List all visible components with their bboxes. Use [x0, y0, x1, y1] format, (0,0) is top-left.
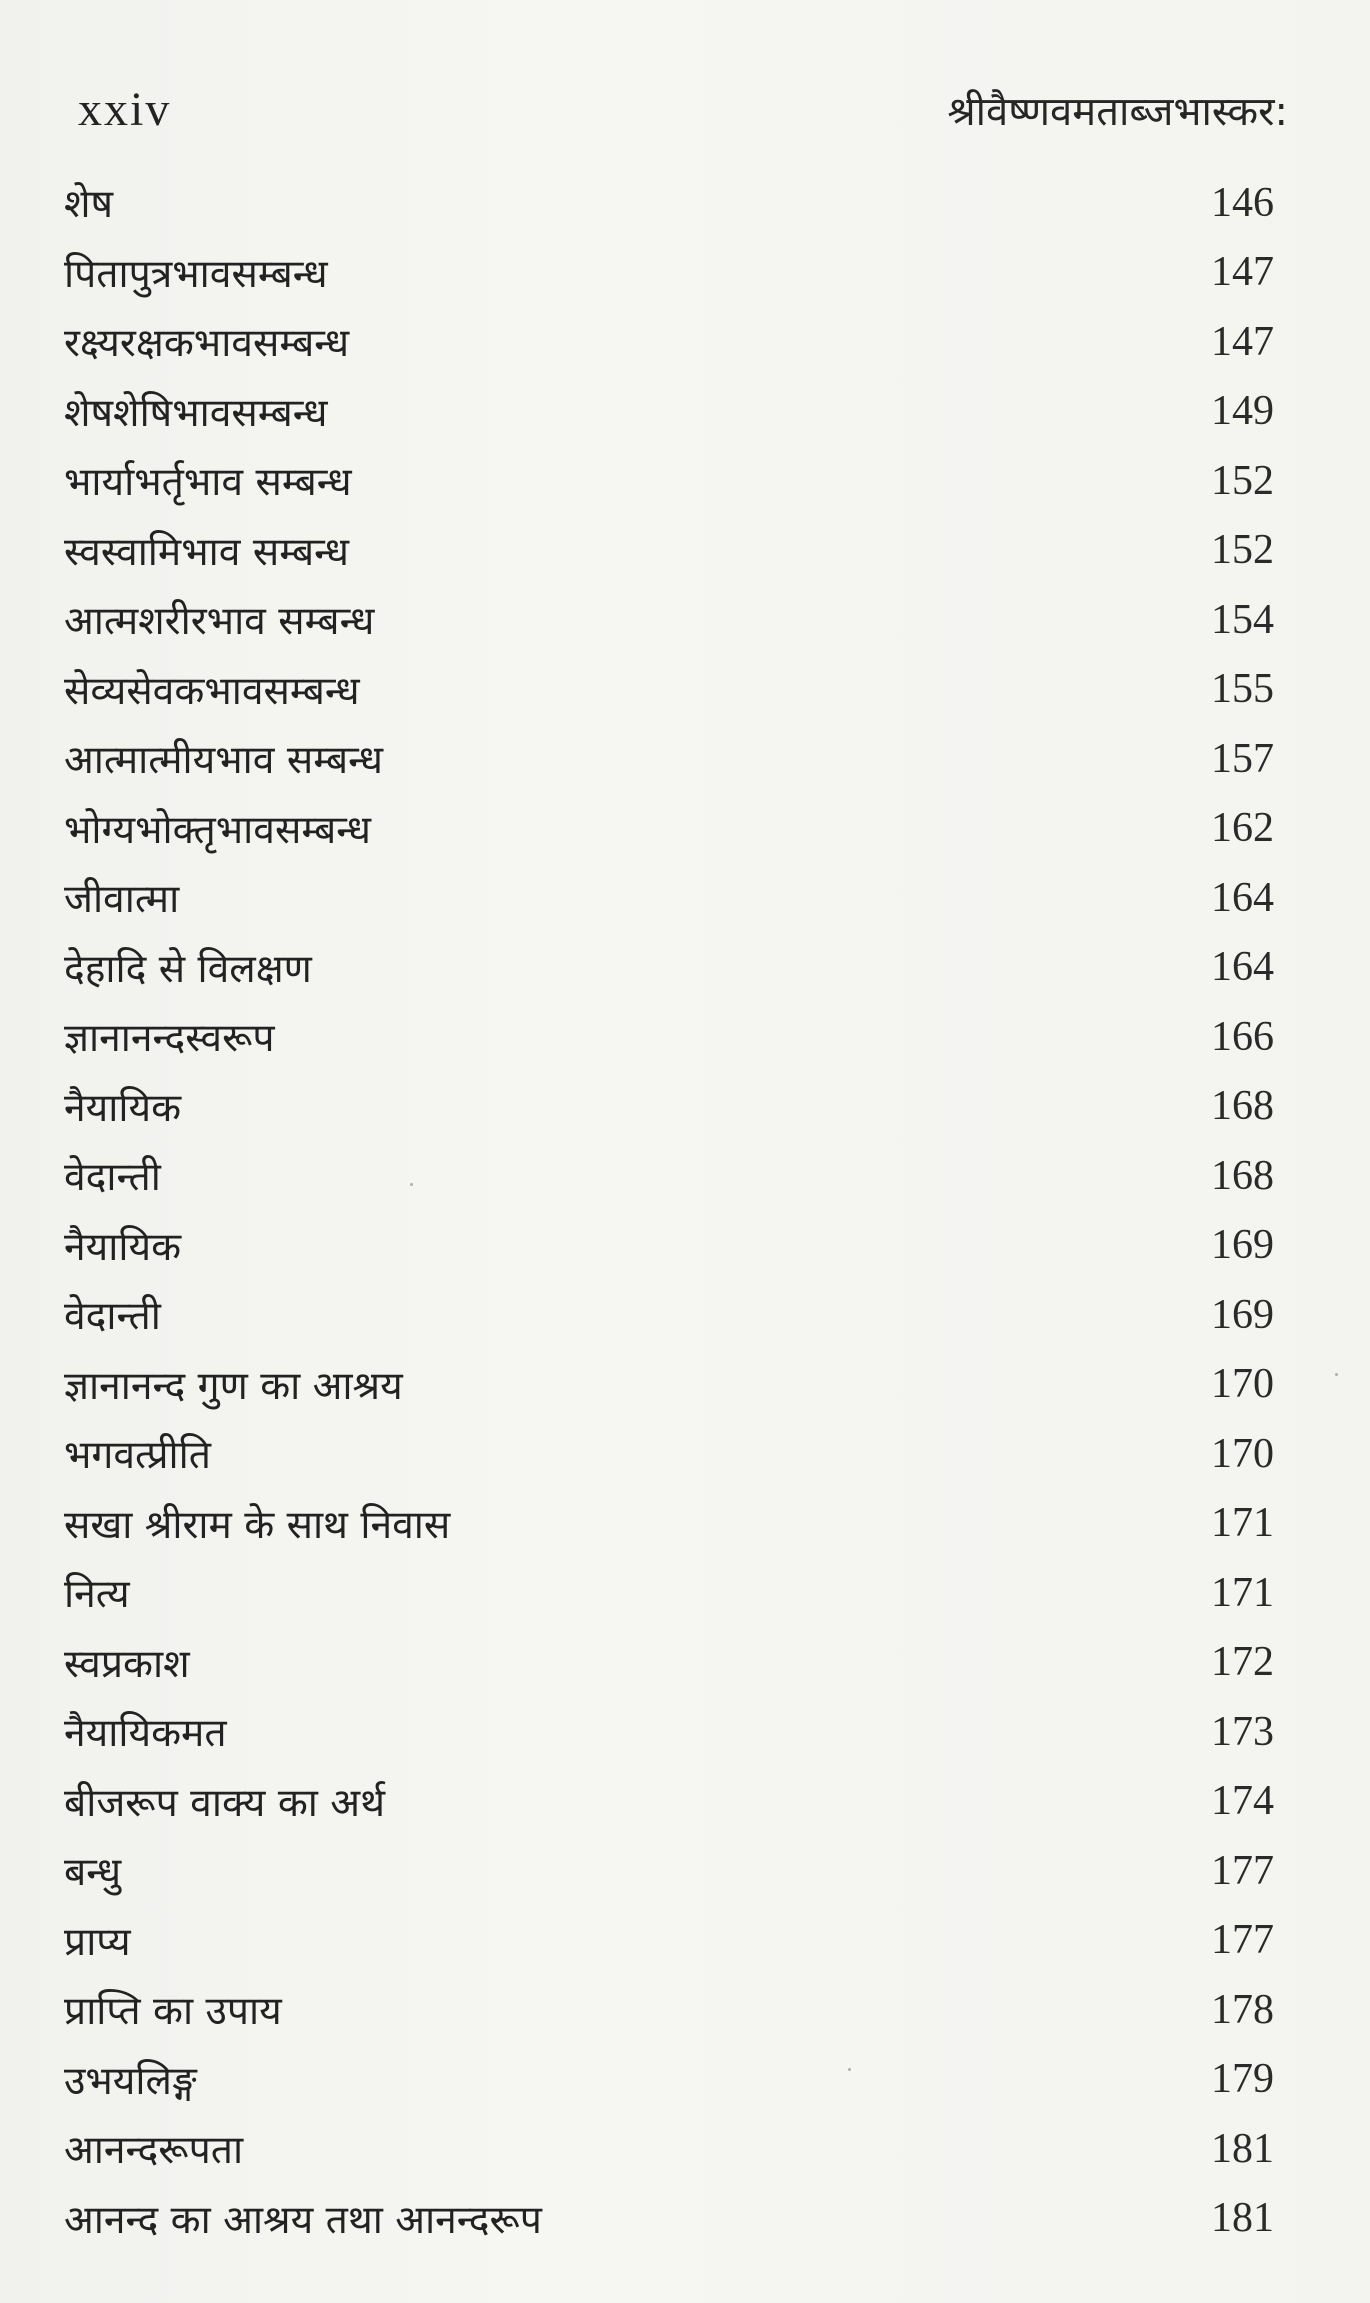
- toc-entry: [64, 655, 1274, 725]
- toc-entry-title: स्वप्रकाश: [64, 1641, 190, 1687]
- toc-entry-title: आनन्दरूपता: [64, 2128, 244, 2174]
- toc-entry-title: देहादि से विलक्षण: [64, 946, 312, 992]
- toc-entry-title: भगवत्प्रीति: [64, 1433, 211, 1479]
- toc-entry: [64, 863, 1274, 933]
- toc-entry: [64, 1628, 1274, 1698]
- toc-entry: [64, 1489, 1274, 1559]
- toc-entry-title: जीवात्मा: [64, 877, 180, 923]
- toc-entry-page: 177: [1211, 1917, 1274, 1964]
- toc-entry-page: 147: [1211, 318, 1274, 365]
- toc-entry-page: 168: [1211, 1083, 1274, 1130]
- toc-entry-page: 181: [1211, 2125, 1274, 2172]
- toc-entry-page: 154: [1211, 596, 1274, 643]
- toc-entry: [64, 1211, 1274, 1281]
- toc-entry-page: 157: [1211, 735, 1274, 782]
- toc-entry-page: 171: [1211, 1569, 1274, 1616]
- toc-entry: [64, 1002, 1274, 1072]
- toc-entry-title: प्राप्य: [64, 1919, 131, 1965]
- toc-entry-title: सखा श्रीराम के साथ निवास: [64, 1502, 451, 1548]
- toc-entry-page: 152: [1211, 527, 1274, 574]
- toc-entry-page: 152: [1211, 457, 1274, 504]
- toc-entry-title: सेव्यसेवकभावसम्बन्ध: [64, 668, 360, 714]
- toc-entry-page: 178: [1211, 1986, 1274, 2033]
- toc-entry-page: 166: [1211, 1013, 1274, 1060]
- toc-entry: [64, 307, 1274, 377]
- toc-entry-page: 181: [1211, 2195, 1274, 2242]
- toc-entry-title: वेदान्ती: [64, 1155, 161, 1201]
- toc-entry-title: ज्ञानानन्द गुण का आश्रय: [64, 1363, 403, 1409]
- toc-entry-page: 170: [1211, 1430, 1274, 1477]
- toc-entry-title: प्राप्ति का उपाय: [64, 1989, 282, 2035]
- toc-entry: [64, 1697, 1274, 1767]
- toc-entry: [64, 516, 1274, 586]
- toc-entry-title: नैयायिक: [64, 1085, 182, 1131]
- toc-entry-page: 168: [1211, 1152, 1274, 1199]
- toc-entry: [64, 585, 1274, 655]
- toc-entry-title: आनन्द का आश्रय तथा आनन्दरूप: [64, 2197, 542, 2243]
- toc-entry-title: शेष: [64, 182, 114, 228]
- toc-entry-title: शेषशेषिभावसम्बन्ध: [64, 390, 328, 436]
- toc-entry-title: नैयायिकमत: [64, 1711, 227, 1757]
- toc-entry-page: 147: [1211, 249, 1274, 296]
- toc-entry: [64, 933, 1274, 1003]
- paper-speck: [410, 1183, 413, 1186]
- toc-entry: [64, 2045, 1274, 2115]
- toc-entry-page: 171: [1211, 1500, 1274, 1547]
- toc-entry-page: 174: [1211, 1778, 1274, 1825]
- toc-entry-title: आत्मशरीरभाव सम्बन्ध: [64, 599, 375, 645]
- page-number: xxiv: [78, 83, 172, 136]
- toc-entry-page: 164: [1211, 874, 1274, 921]
- toc-entry: [64, 238, 1274, 308]
- toc-entry-title: ज्ञानानन्दस्वरूप: [64, 1016, 275, 1062]
- toc-entry-page: 155: [1211, 666, 1274, 713]
- toc-entry-title: वेदान्ती: [64, 1294, 161, 1340]
- toc-entry: [64, 2184, 1274, 2254]
- toc-entry: [64, 168, 1274, 238]
- toc-entry: [64, 1975, 1274, 2045]
- paper-speck: [848, 2068, 851, 2071]
- paper-speck: [1335, 1373, 1338, 1376]
- toc-entry-page: 179: [1211, 2056, 1274, 2103]
- toc-entry-page: 149: [1211, 388, 1274, 435]
- toc-entry: [64, 1072, 1274, 1142]
- toc-entry-page: 169: [1211, 1291, 1274, 1338]
- toc-entry-title: नैयायिक: [64, 1224, 182, 1270]
- toc-entry: [64, 1836, 1274, 1906]
- table-of-contents: [64, 168, 1274, 2253]
- toc-entry: [64, 446, 1274, 516]
- toc-entry-page: 172: [1211, 1639, 1274, 1686]
- toc-entry: [64, 1419, 1274, 1489]
- toc-entry-title: उभयलिङ्ग: [64, 2058, 197, 2104]
- toc-entry: [64, 1280, 1274, 1350]
- toc-entry-page: 169: [1211, 1222, 1274, 1269]
- toc-entry: [64, 1767, 1274, 1837]
- toc-entry-title: रक्ष्यरक्षकभावसम्बन्ध: [64, 321, 350, 367]
- toc-entry-page: 170: [1211, 1361, 1274, 1408]
- toc-entry-title: बन्धु: [64, 1850, 122, 1896]
- toc-entry: [64, 1906, 1274, 1976]
- toc-entry-title: नित्य: [64, 1572, 130, 1618]
- toc-entry: [64, 794, 1274, 864]
- toc-entry-title: पितापुत्रभावसम्बन्ध: [64, 251, 328, 297]
- toc-entry: [64, 1350, 1274, 1420]
- toc-entry: [64, 724, 1274, 794]
- toc-entry-title: आत्मात्मीयभाव सम्बन्ध: [64, 738, 383, 784]
- toc-entry: [64, 377, 1274, 447]
- running-title: श्रीवैष्णवमताब्जभास्कर:: [947, 89, 1288, 135]
- toc-entry-title: बीजरूप वाक्य का अर्थ: [64, 1780, 385, 1826]
- toc-entry-page: 146: [1211, 179, 1274, 226]
- page-header: [0, 0, 1370, 160]
- toc-entry-page: 173: [1211, 1708, 1274, 1755]
- toc-entry: [64, 2114, 1274, 2184]
- toc-entry-page: 164: [1211, 944, 1274, 991]
- toc-entry: [64, 1141, 1274, 1211]
- toc-entry: [64, 1558, 1274, 1628]
- toc-entry-page: 162: [1211, 805, 1274, 852]
- toc-entry-title: भोग्यभोक्तृभावसम्बन्ध: [64, 807, 372, 853]
- toc-entry-title: भार्याभर्तृभाव सम्बन्ध: [64, 460, 352, 506]
- toc-entry-page: 177: [1211, 1847, 1274, 1894]
- toc-entry-title: स्वस्वामिभाव सम्बन्ध: [64, 529, 349, 575]
